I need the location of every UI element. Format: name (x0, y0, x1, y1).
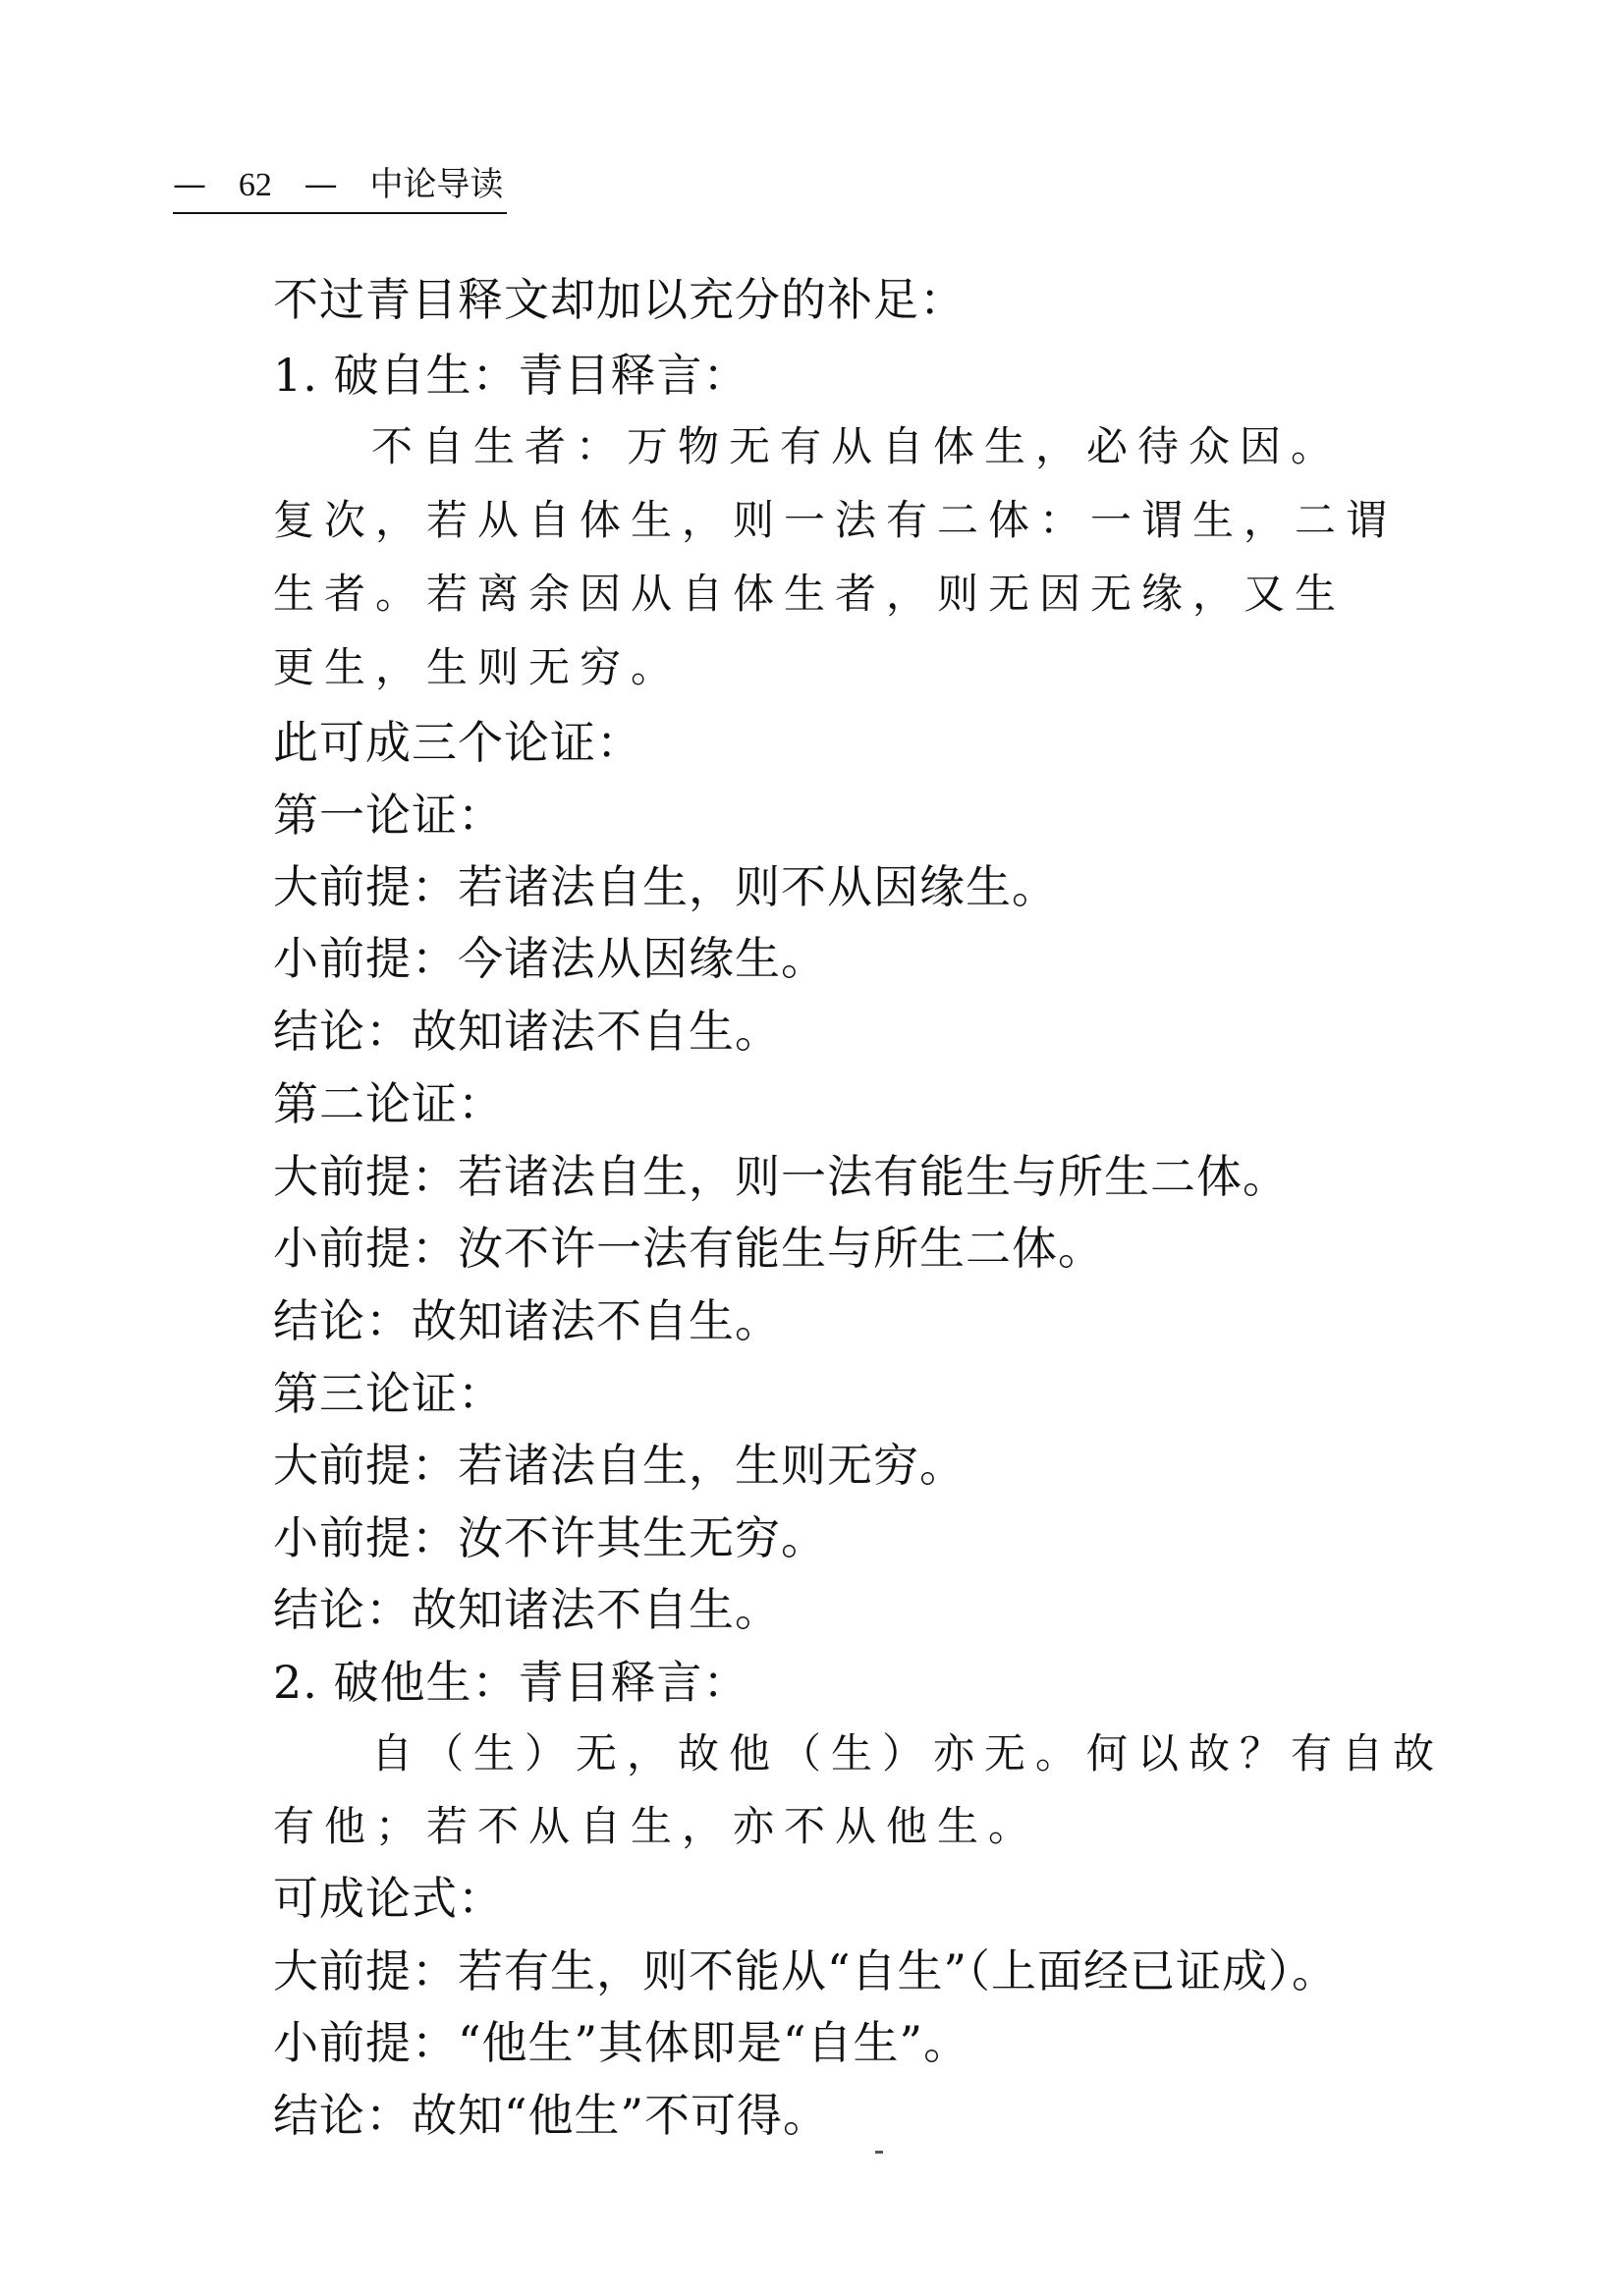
page-header (173, 165, 507, 214)
text-line: 结论：故知诸法不自生。 (273, 1294, 781, 1347)
text-line: 小前提：汝不许其生无穷。 (273, 1511, 827, 1564)
text-line: 1. 破自生：青目释言： (273, 349, 749, 402)
header-dash-left: — (173, 165, 206, 204)
text-line: 大前提：若诸法自生，则不从因缘生。 (273, 860, 1058, 913)
text-line: 结论：故知“他生”不可得。 (273, 2089, 830, 2142)
text-line: 不过青目释文却加以充分的补足： (273, 273, 966, 326)
text-line: 结论：故知诸法不自生。 (273, 1583, 781, 1636)
quote-line: 不自生者：万物无有从自体生，必待众因。 (371, 422, 1343, 470)
quote-line: 自（生）无，故他（生）亦无。何以故？有自故 (371, 1729, 1445, 1777)
quote-line: 复次，若从自体生，则一法有二体：一谓生，二谓 (273, 496, 1398, 544)
quote-line: 生者。若离余因从自体生者，则无因无缘，又生 (273, 570, 1347, 618)
text-line: 小前提：汝不许一法有能生与所生二体。 (273, 1222, 1104, 1275)
text-line: 结论：故知诸法不自生。 (273, 1005, 781, 1058)
text-line: 大前提：若诸法自生，生则无穷。 (273, 1439, 966, 1492)
scan-speck (875, 2151, 883, 2154)
text-line: 小前提：今诸法从因缘生。 (273, 932, 827, 985)
book-title: 中论导读 (369, 165, 504, 204)
text-line: 大前提：若诸法自生，则一法有能生与所生二体。 (273, 1150, 1289, 1203)
text-line: 2. 破他生：青目释言： (273, 1656, 749, 1709)
text-line: 第二论证： (273, 1077, 504, 1130)
text-line: 第一论证： (273, 789, 504, 842)
header-dash-right: — (304, 165, 338, 204)
page-number: 62 (238, 167, 272, 203)
text-line: 此可成三个论证： (273, 716, 642, 769)
quote-line: 更生，生则无穷。 (273, 643, 683, 691)
text-line: 第三论证： (273, 1367, 504, 1420)
quote-line: 有他；若不从自生，亦不从他生。 (273, 1802, 1040, 1850)
text-line: 大前提：若有生，则不能从“自生”（上面经已证成）。 (273, 1944, 1339, 1997)
text-line: 可成论式： (273, 1872, 504, 1925)
text-line: 小前提：“他生”其体即是“自生”。 (273, 2016, 970, 2069)
